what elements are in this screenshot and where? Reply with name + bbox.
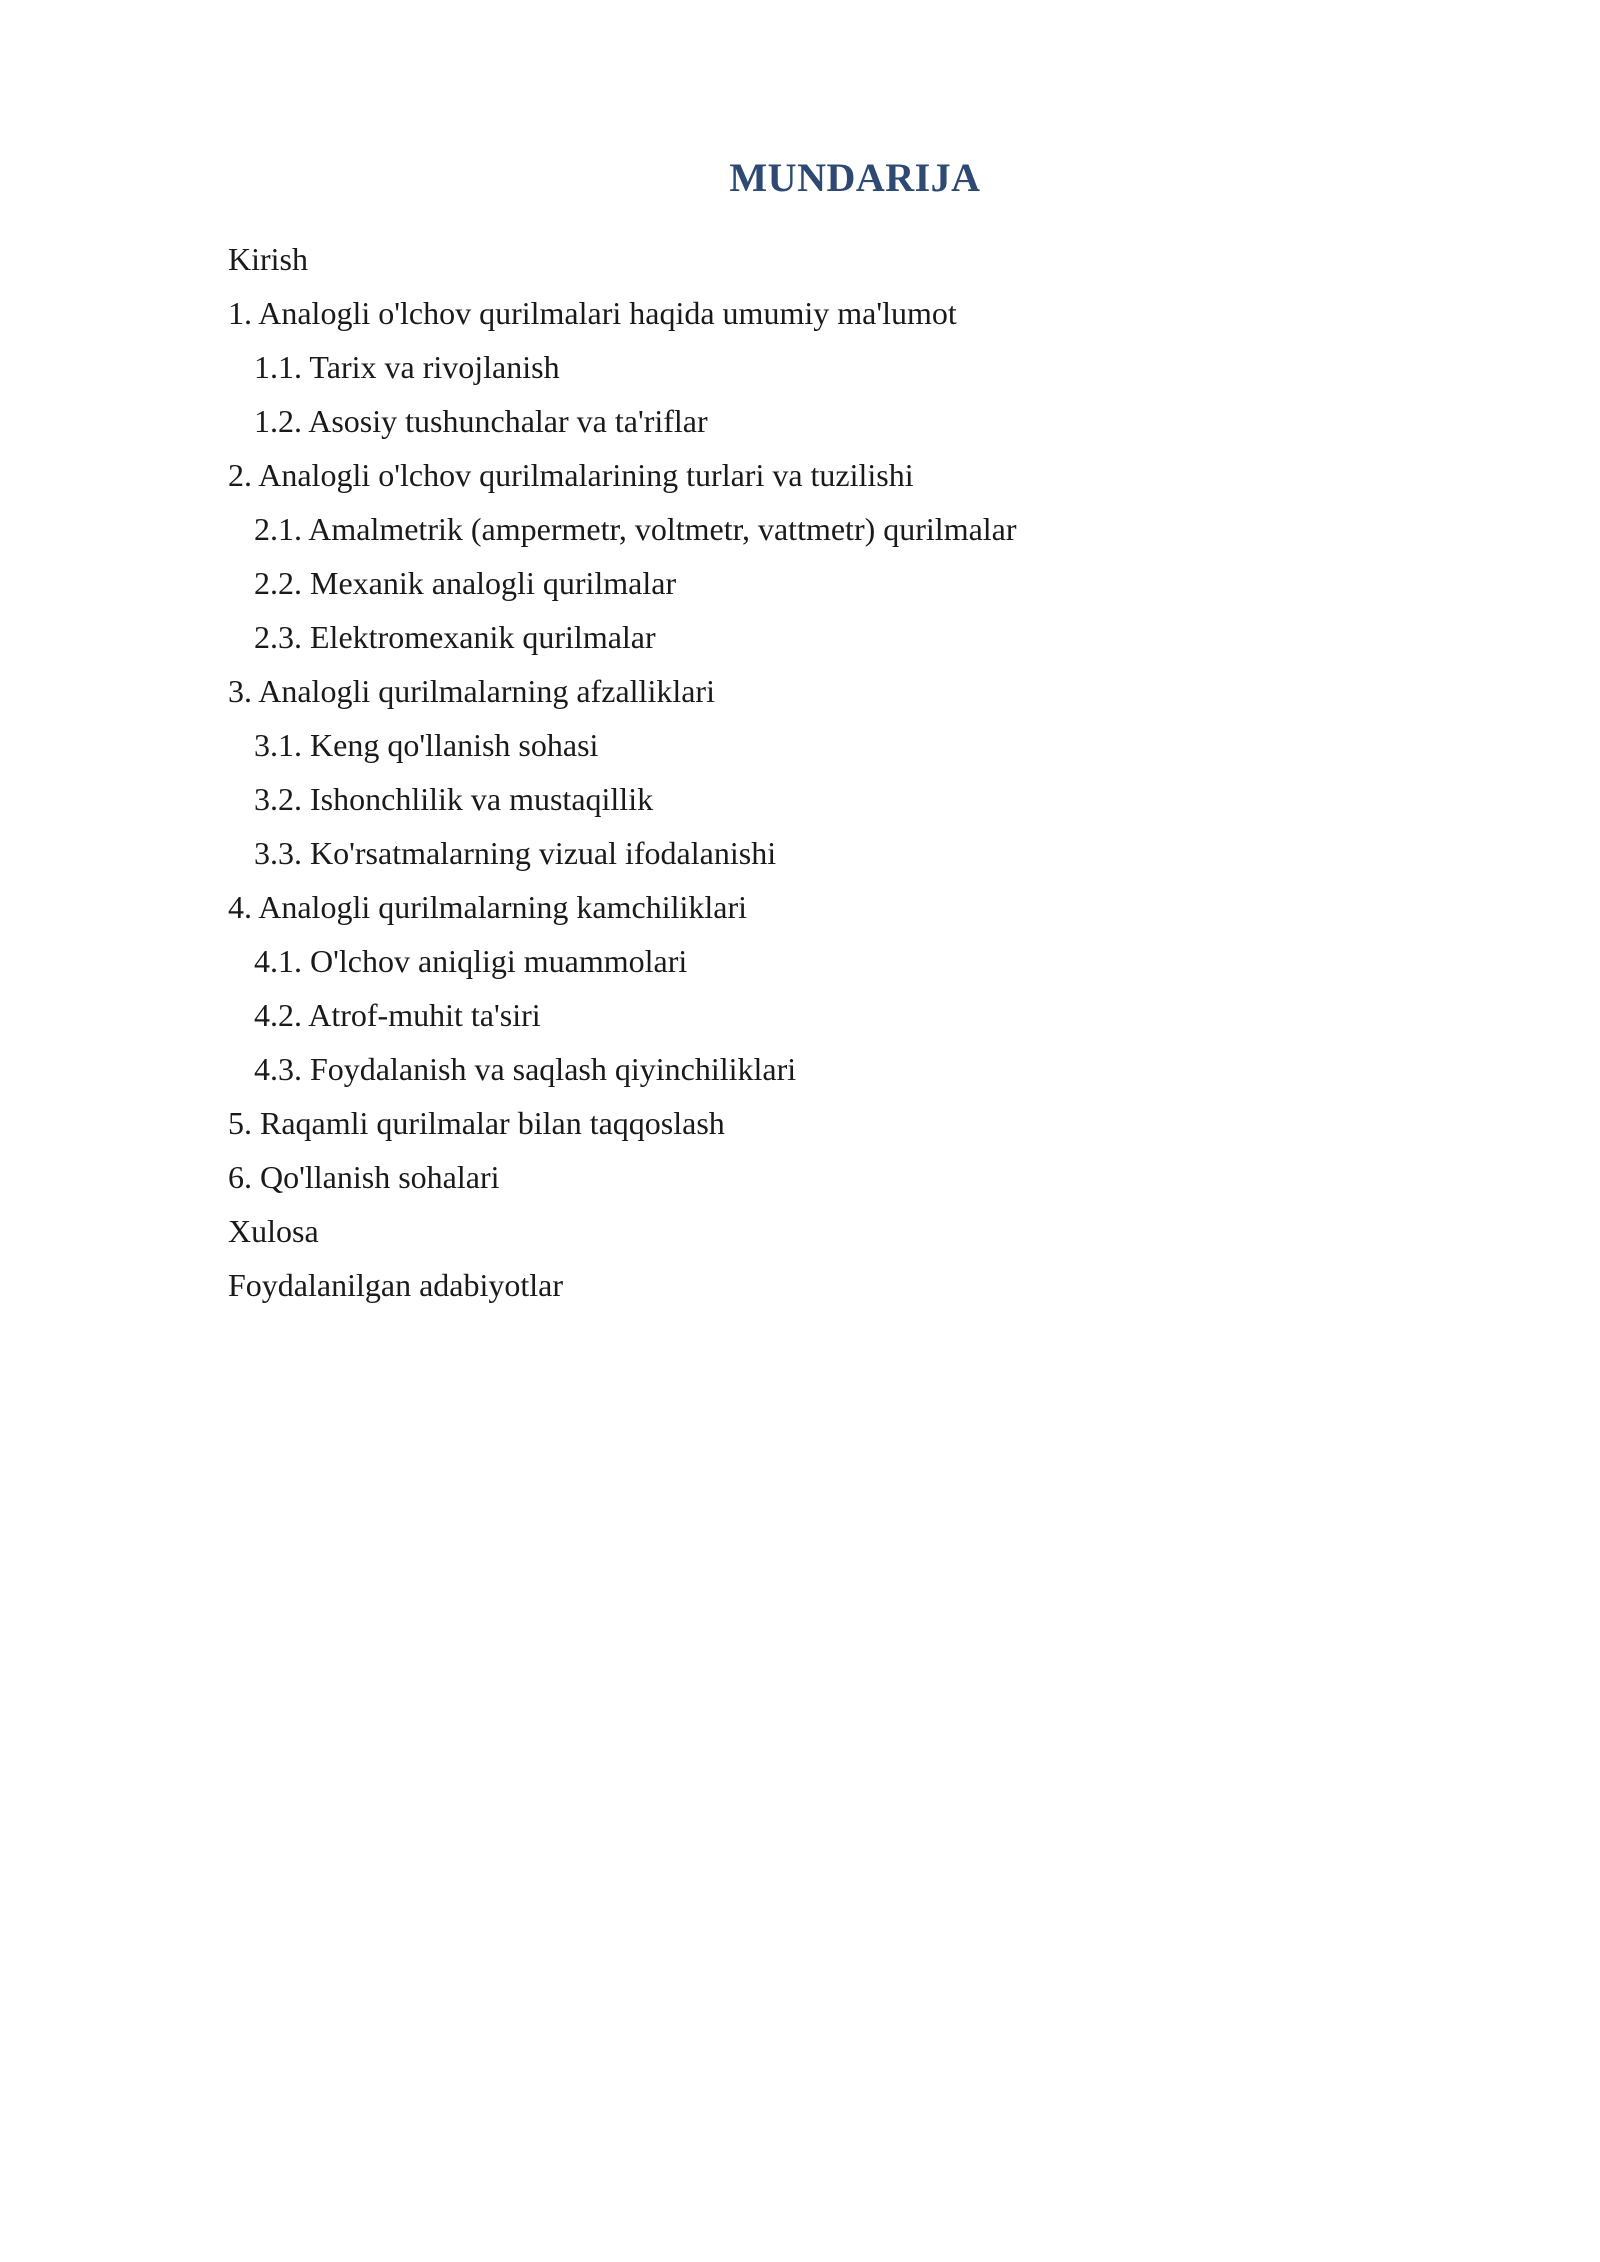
toc-subsection-entry: 3.2. Ishonchlilik va mustaqillik — [254, 781, 654, 817]
table-of-contents — [228, 232, 1017, 1312]
toc-subsection-entry: 3.3. Ko'rsatmalarning vizual ifodalanishi — [254, 835, 777, 871]
toc-subsection-entry: 2.2. Mexanik analogli qurilmalar — [254, 565, 677, 601]
toc-subsection-entry: 3.1. Keng qo'llanish sohasi — [254, 727, 599, 763]
toc-section-entry: Xulosa — [228, 1213, 319, 1249]
toc-section-entry: Foydalanilgan adabiyotlar — [228, 1267, 564, 1303]
toc-section-entry: 5. Raqamli qurilmalar bilan taqqoslash — [228, 1105, 725, 1141]
toc-title: MUNDARIJA — [729, 155, 981, 200]
toc-subsection-entry: 2.1. Amalmetrik (ampermetr, voltmetr, vattmetr) qurilmalar — [254, 511, 1017, 547]
toc-section-entry: 1. Analogli o'lchov qurilmalari haqida umumiy ma'lumot — [228, 295, 957, 331]
toc-section-entry: 3. Analogli qurilmalarning afzalliklari — [228, 673, 715, 709]
toc-section-entry: 2. Analogli o'lchov qurilmalarining turlari va tuzilishi — [228, 457, 914, 493]
toc-subsection-entry: 4.2. Atrof-muhit ta'siri — [254, 997, 541, 1033]
toc-section-entry: 4. Analogli qurilmalarning kamchiliklari — [228, 889, 747, 925]
toc-subsection-entry: 4.3. Foydalanish va saqlash qiyinchiliklari — [254, 1051, 797, 1087]
toc-subsection-entry: 4.1. O'lchov aniqligi muammolari — [254, 943, 688, 979]
toc-subsection-entry: 2.3. Elektromexanik qurilmalar — [254, 619, 656, 655]
toc-subsection-entry: 1.2. Asosiy tushunchalar va ta'riflar — [254, 403, 708, 439]
toc-section-entry: 6. Qo'llanish sohalari — [228, 1159, 500, 1195]
toc-section-entry: Kirish — [228, 241, 308, 277]
toc-subsection-entry: 1.1. Tarix va rivojlanish — [254, 349, 560, 385]
